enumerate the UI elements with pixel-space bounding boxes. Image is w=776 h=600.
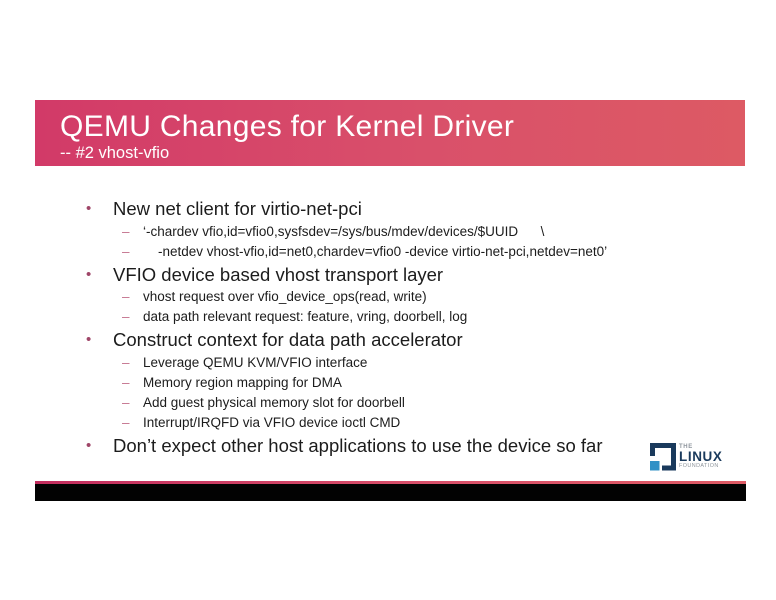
bullet-dot-icon: • — [86, 331, 92, 348]
logo-linux-label: LINUX — [679, 449, 723, 464]
slide-title: QEMU Changes for Kernel Driver — [60, 110, 515, 143]
footer-black-bar — [35, 484, 746, 501]
logo-the-label: THE — [679, 444, 693, 450]
sub-bullet-text: Add guest physical memory slot for doorbell — [143, 394, 405, 410]
sub-bullet-item — [35, 373, 745, 393]
bullet-dot-icon: • — [86, 265, 92, 283]
title-band — [35, 100, 745, 166]
logo-foundation-label: FOUNDATION — [679, 463, 719, 469]
dash-icon: – — [122, 374, 130, 390]
sub-bullet-text: Memory region mapping for DMA — [143, 374, 342, 390]
bullet-dot-icon: • — [86, 200, 92, 217]
linux-foundation-logo-icon — [650, 443, 676, 471]
dash-icon: – — [122, 354, 130, 370]
sub-bullet-text: Interrupt/IRQFD via VFIO device ioctl CMD — [143, 414, 401, 430]
sub-bullet-item — [35, 353, 745, 373]
bullet-text: VFIO device based vhost transport layer — [113, 263, 444, 285]
sub-bullet-text: -netdev vhost-vfio,id=net0,chardev=vfio0 -device virtio-net-pci,netdev=net0’ — [143, 243, 608, 259]
bullet-dot-icon: • — [86, 436, 92, 454]
bullet-item — [35, 197, 745, 221]
bullet-item — [35, 434, 745, 458]
sub-bullet-item — [35, 242, 745, 262]
sub-bullet-text: vhost request over vfio_device_ops(read, write) — [143, 289, 427, 304]
sub-bullet-item — [35, 393, 745, 413]
dash-icon: – — [122, 394, 130, 410]
sub-bullet-item — [35, 307, 745, 327]
linux-foundation-logo — [650, 443, 723, 471]
bullet-text: Construct context for data path accelerator — [113, 329, 463, 350]
linux-foundation-logo-text — [679, 443, 723, 469]
sub-bullet-item — [35, 222, 745, 242]
sub-bullet-text: ‘-chardev vfio,id=vfio0,sysfsdev=/sys/bus/mdev/devices/$UUID \ — [143, 223, 545, 239]
bullet-item — [35, 263, 745, 287]
dash-icon: – — [122, 223, 130, 239]
sub-bullet-text: Leverage QEMU KVM/VFIO interface — [143, 354, 368, 370]
dash-icon: – — [122, 414, 130, 430]
sub-bullet-item — [35, 287, 745, 307]
dash-icon: – — [122, 309, 130, 324]
bullet-list — [35, 196, 745, 458]
bullet-text: New net client for virtio-net-pci — [113, 198, 362, 219]
sub-bullet-item — [35, 413, 745, 433]
bullet-text: Don’t expect other host applications to use the device so far — [113, 434, 603, 456]
dash-icon: – — [122, 289, 130, 304]
bullet-item — [35, 328, 745, 352]
sub-bullet-text: data path relevant request: feature, vring, doorbell, log — [143, 309, 468, 324]
dash-icon: – — [122, 243, 130, 259]
slide-subtitle: -- #2 vhost-vfio — [60, 144, 170, 162]
